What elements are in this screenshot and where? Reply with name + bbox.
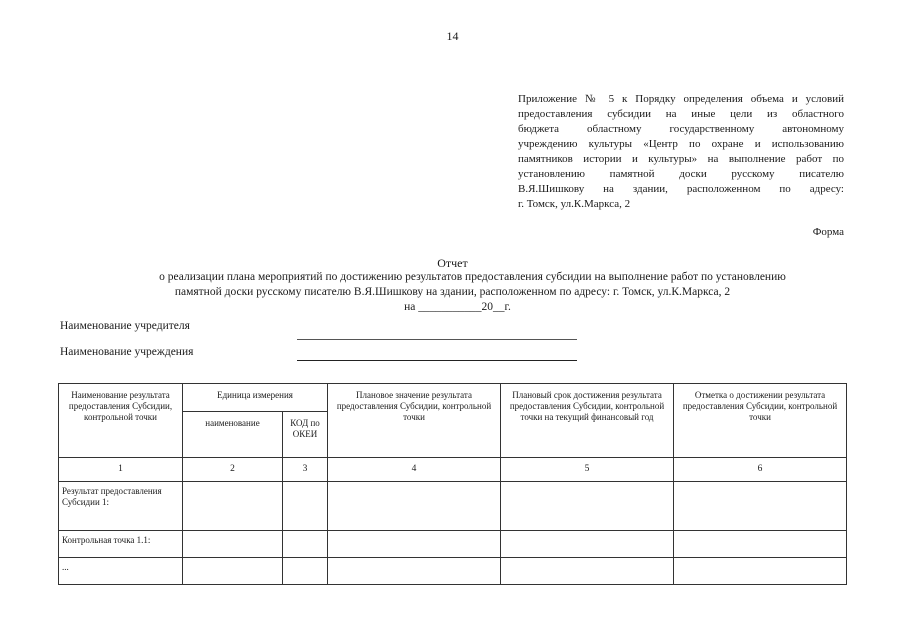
column-number: 5 [501, 458, 674, 482]
table-cell[interactable] [183, 531, 283, 558]
table-row [59, 531, 847, 558]
appendix-line: учреждению культуры «Центр по охране и использованию [518, 138, 844, 150]
column-number: 2 [183, 458, 283, 482]
header-achievement-mark: Отметка о достижении результата предоставления Субсидии, контрольной точки [674, 384, 847, 458]
institution-field[interactable] [297, 360, 577, 361]
header-result-name: Наименование результата предоставления Субсидии, контрольной точки [59, 384, 183, 458]
appendix-line: памятников истории и культуры» на выполнение работ по [518, 153, 844, 165]
report-table [58, 383, 847, 585]
report-subtitle-line: памятной доски русскому писателю В.Я.Шишкову на здании, расположенном по адресу: г. Томск, ул.К.Маркса, 2 [174, 286, 731, 298]
row-label: Результат предоставления Субсидии 1: [59, 482, 183, 531]
header-planned-value: Плановое значение результата предоставления Субсидии, контрольной точки [328, 384, 501, 458]
appendix-line: Приложение № 5 к Порядку определения объема и условий [518, 93, 844, 105]
appendix-line: установлению памятной доски русскому писателю [518, 168, 844, 180]
appendix-line: г. Томск, ул.К.Маркса, 2 [518, 198, 631, 210]
table-cell[interactable] [328, 482, 501, 531]
table-cell[interactable] [674, 531, 847, 558]
form-label: Форма [812, 226, 844, 238]
institution-label: Наименование учреждения [60, 346, 194, 358]
table-cell[interactable] [501, 482, 674, 531]
appendix-line: В.Я.Шишкову на здании, расположенном по адресу: [518, 183, 844, 195]
header-planned-deadline: Плановый срок достижения результата предоставления Субсидии, контрольной точки на текущий финансовый год [501, 384, 674, 458]
column-number: 1 [59, 458, 183, 482]
table-cell[interactable] [328, 558, 501, 585]
table-row [59, 482, 847, 531]
table-row [59, 558, 847, 585]
header-unit-group: Единица измерения [183, 384, 328, 412]
appendix-line: бюджета областному государственному автономному [518, 123, 844, 135]
founder-field[interactable] [297, 339, 577, 340]
table-cell[interactable] [283, 531, 328, 558]
table-cell[interactable] [283, 482, 328, 531]
table-cell[interactable] [501, 531, 674, 558]
table-cell[interactable] [328, 531, 501, 558]
table-cell[interactable] [501, 558, 674, 585]
header-unit-name: наименование [183, 412, 283, 458]
column-number: 3 [283, 458, 328, 482]
row-label: ... [59, 558, 183, 585]
table-cell[interactable] [674, 482, 847, 531]
row-label: Контрольная точка 1.1: [59, 531, 183, 558]
report-subtitle-line: о реализации плана мероприятий по достижению результатов предоставления субсидии на выполнение работ по установлению [159, 271, 786, 283]
column-number: 4 [328, 458, 501, 482]
column-number: 6 [674, 458, 847, 482]
table-cell[interactable] [674, 558, 847, 585]
founder-label: Наименование учредителя [60, 320, 190, 332]
table-cell[interactable] [183, 558, 283, 585]
report-date-line: на ___________20__г. [404, 301, 511, 313]
report-title: Отчет [437, 256, 468, 270]
header-unit-code: КОД по ОКЕИ [283, 412, 328, 458]
appendix-line: предоставления субсидии на иные цели из областного [518, 108, 844, 120]
table-cell[interactable] [183, 482, 283, 531]
page-number: 14 [446, 29, 459, 43]
appendix-text [518, 92, 844, 212]
table-cell[interactable] [283, 558, 328, 585]
